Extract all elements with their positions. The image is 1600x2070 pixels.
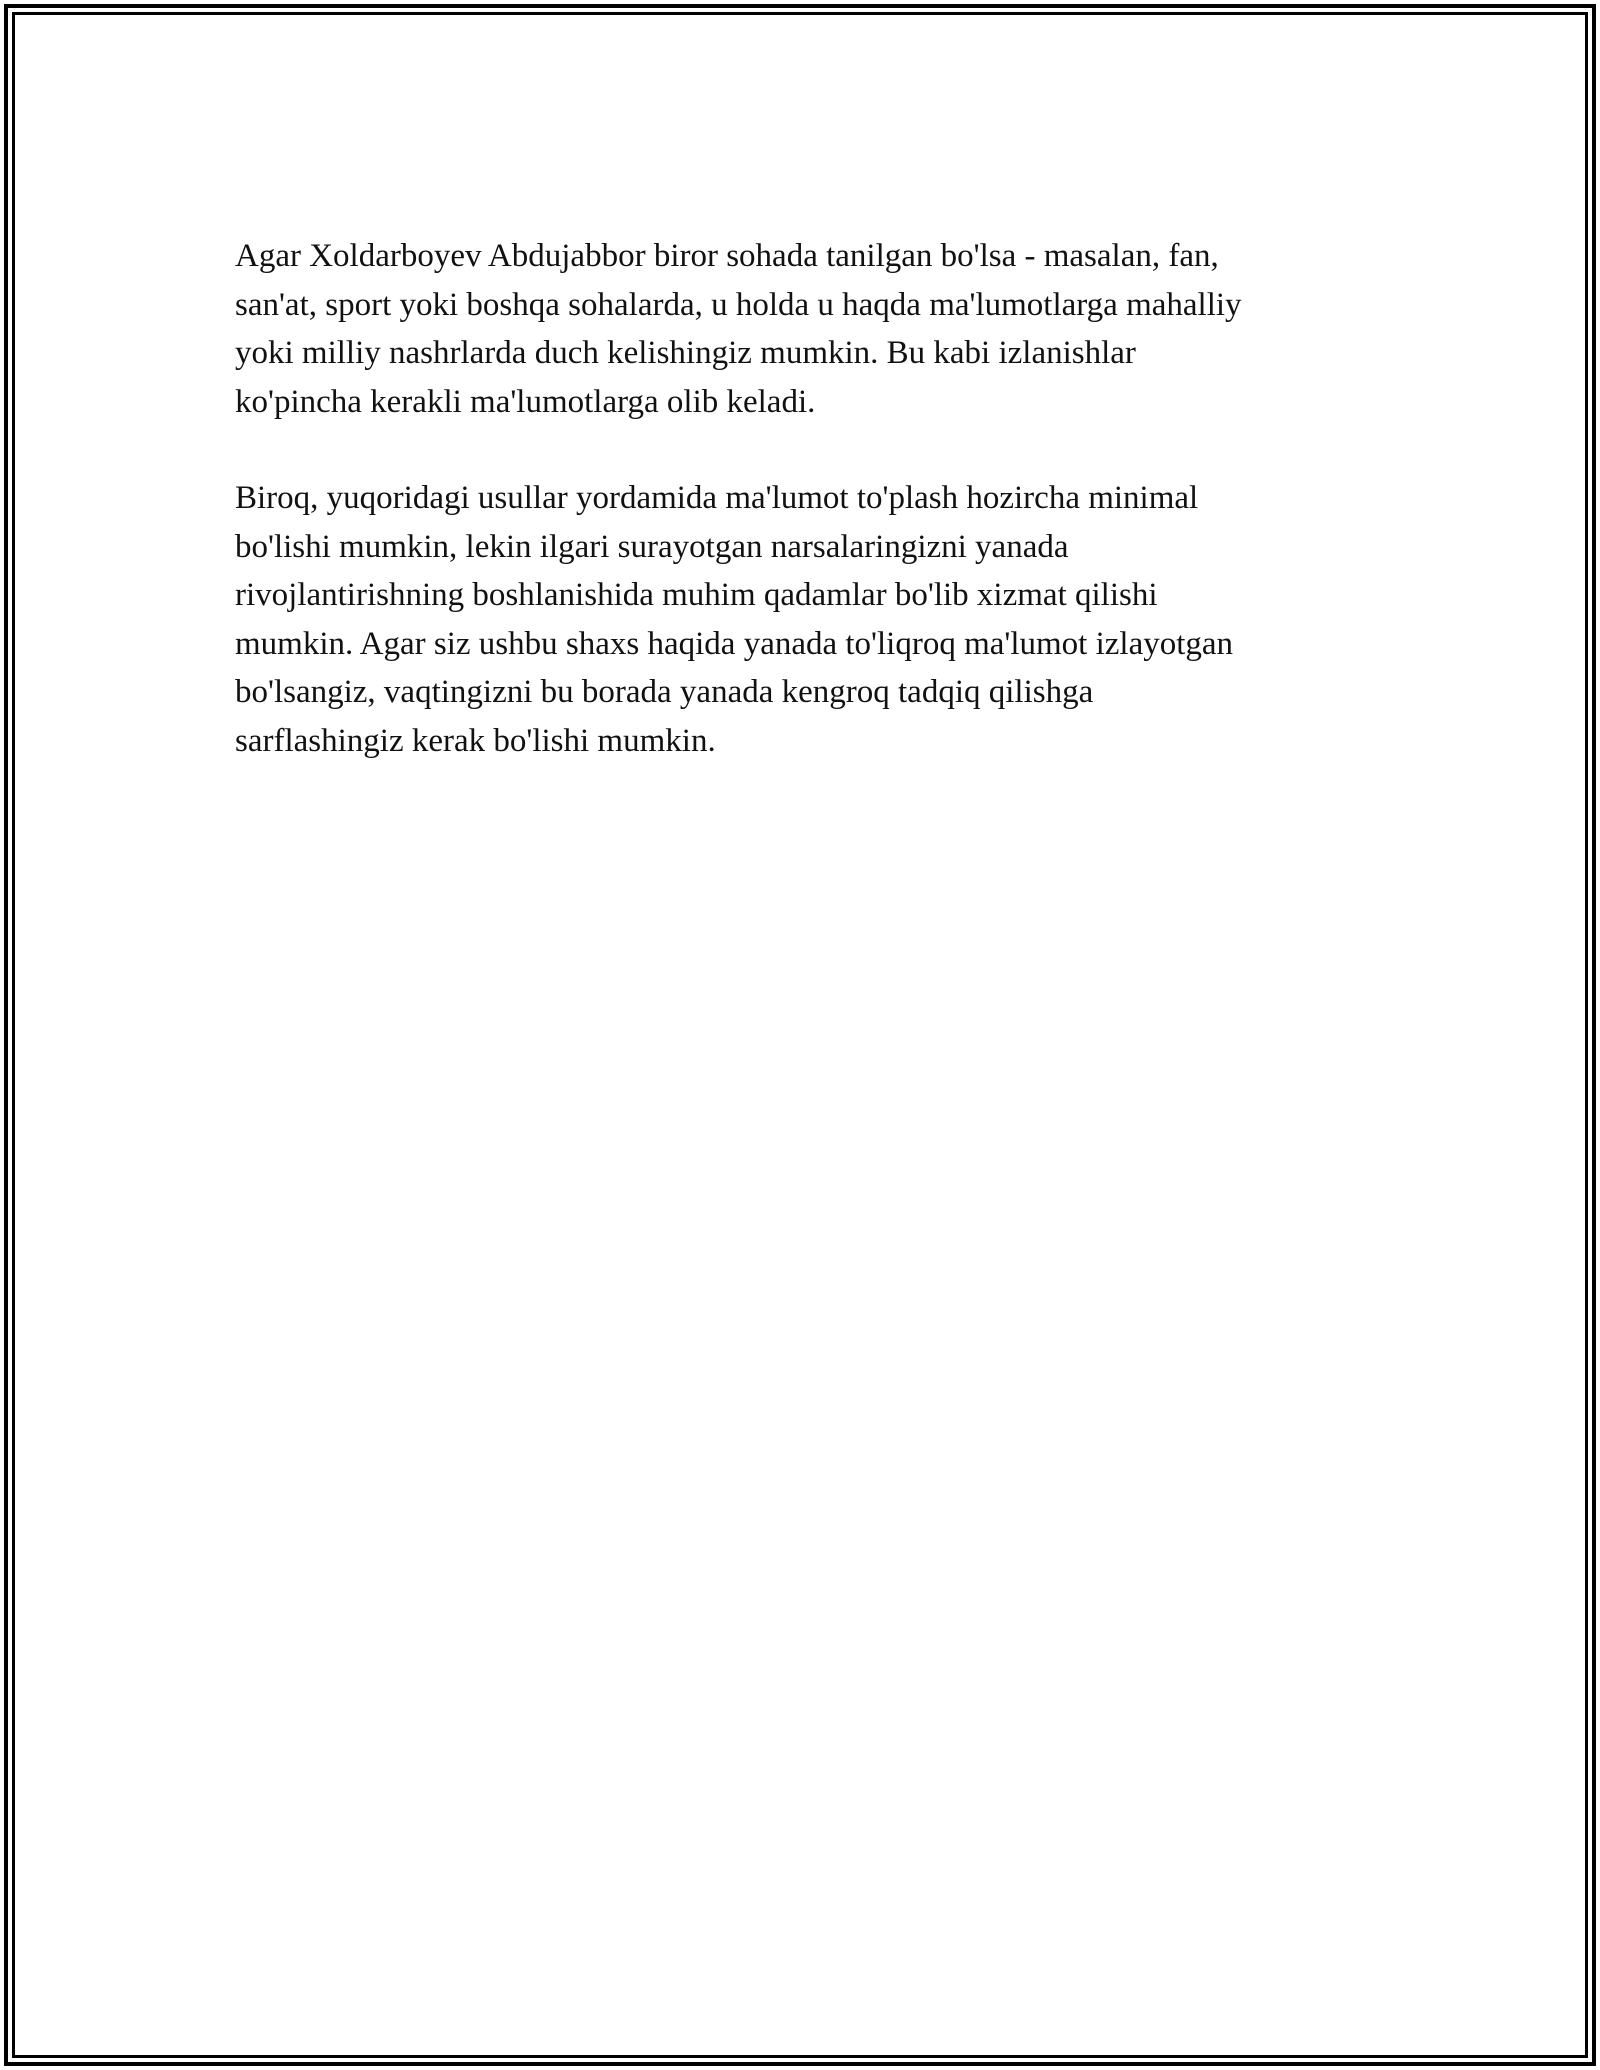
paragraph-1: Agar Xoldarboyev Abdujabbor biror sohada tanilgan bo'lsa - masalan, fan, san'at, sport yoki boshqa sohalarda, u holda u haqda ma'lumotlarga mahalliy yoki milliy nashrlarda duch kelishingiz mumkin. Bu kabi izlanishlar ko'pincha kerakli ma'lumotlarga olib keladi. — [235, 238, 1242, 420]
paragraph-2: Biroq, yuqoridagi usullar yordamida ma'lumot to'plash hozircha minimal bo'lishi mumkin, lekin ilgari surayotgan narsalaringizni yanada rivojlantirishning boshlanishida muhim qadamlar bo'lib xizmat qilishi mumkin. Agar siz ushbu shaxs haqida yanada to'liqroq ma'lumot izlayotgan bo'lsangiz, vaqtingizni bu borada yanada kengroq tadqiq qilishga sarflashingiz kerak bo'lishi mumkin. — [235, 480, 1234, 759]
document-body — [235, 232, 1365, 765]
